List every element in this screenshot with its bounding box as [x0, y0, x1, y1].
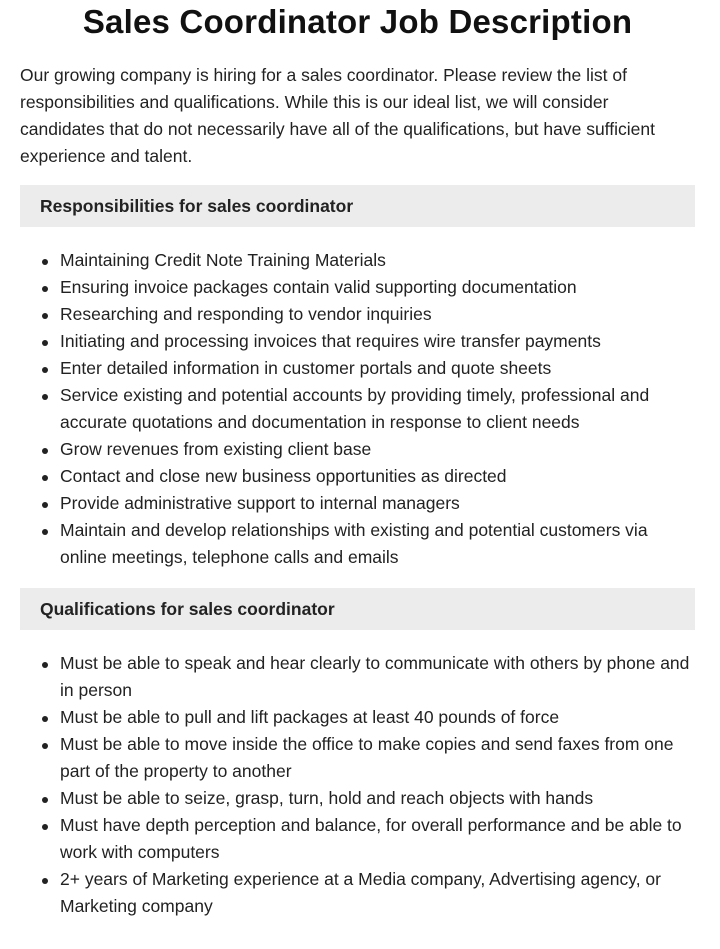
- list-item: Initiating and processing invoices that requires wire transfer payments: [20, 328, 695, 355]
- list-item: Service existing and potential accounts by providing timely, professional and accurate quotations and documentation in response to client needs: [20, 382, 695, 436]
- list-item: Must be able to speak and hear clearly to communicate with others by phone and in person: [20, 650, 695, 704]
- qualifications-header: Qualifications for sales coordinator: [20, 588, 695, 630]
- list-item: Must have depth perception and balance, for overall performance and be able to work with computers: [20, 812, 695, 866]
- responsibilities-list: [20, 247, 695, 571]
- list-item: Ensuring invoice packages contain valid supporting documentation: [20, 274, 695, 301]
- list-item: Maintaining Credit Note Training Materials: [20, 247, 695, 274]
- list-item: Maintain and develop relationships with existing and potential customers via online meetings, telephone calls and emails: [20, 517, 695, 571]
- list-item: Grow revenues from existing client base: [20, 436, 695, 463]
- page-title: Sales Coordinator Job Description: [82, 3, 633, 40]
- responsibilities-header: Responsibilities for sales coordinator: [20, 185, 695, 227]
- list-item: 2+ years of Marketing experience at a Media company, Advertising agency, or Marketing company: [20, 866, 695, 920]
- list-item: Provide administrative support to internal managers: [20, 490, 695, 517]
- qualifications-list: [20, 650, 695, 920]
- list-item: Enter detailed information in customer portals and quote sheets: [20, 355, 695, 382]
- list-item: Contact and close new business opportunities as directed: [20, 463, 695, 490]
- list-item: Researching and responding to vendor inquiries: [20, 301, 695, 328]
- intro-paragraph: Our growing company is hiring for a sales coordinator. Please review the list of responsibilities and qualifications. While this is our ideal list, we will consider candidates that do not necessarily have all of the qualifications, but have sufficient experience and talent.: [20, 65, 655, 166]
- list-item: Must be able to move inside the office to make copies and send faxes from one part of the property to another: [20, 731, 695, 785]
- list-item: Must be able to pull and lift packages at least 40 pounds of force: [20, 704, 695, 731]
- list-item: Must be able to seize, grasp, turn, hold and reach objects with hands: [20, 785, 695, 812]
